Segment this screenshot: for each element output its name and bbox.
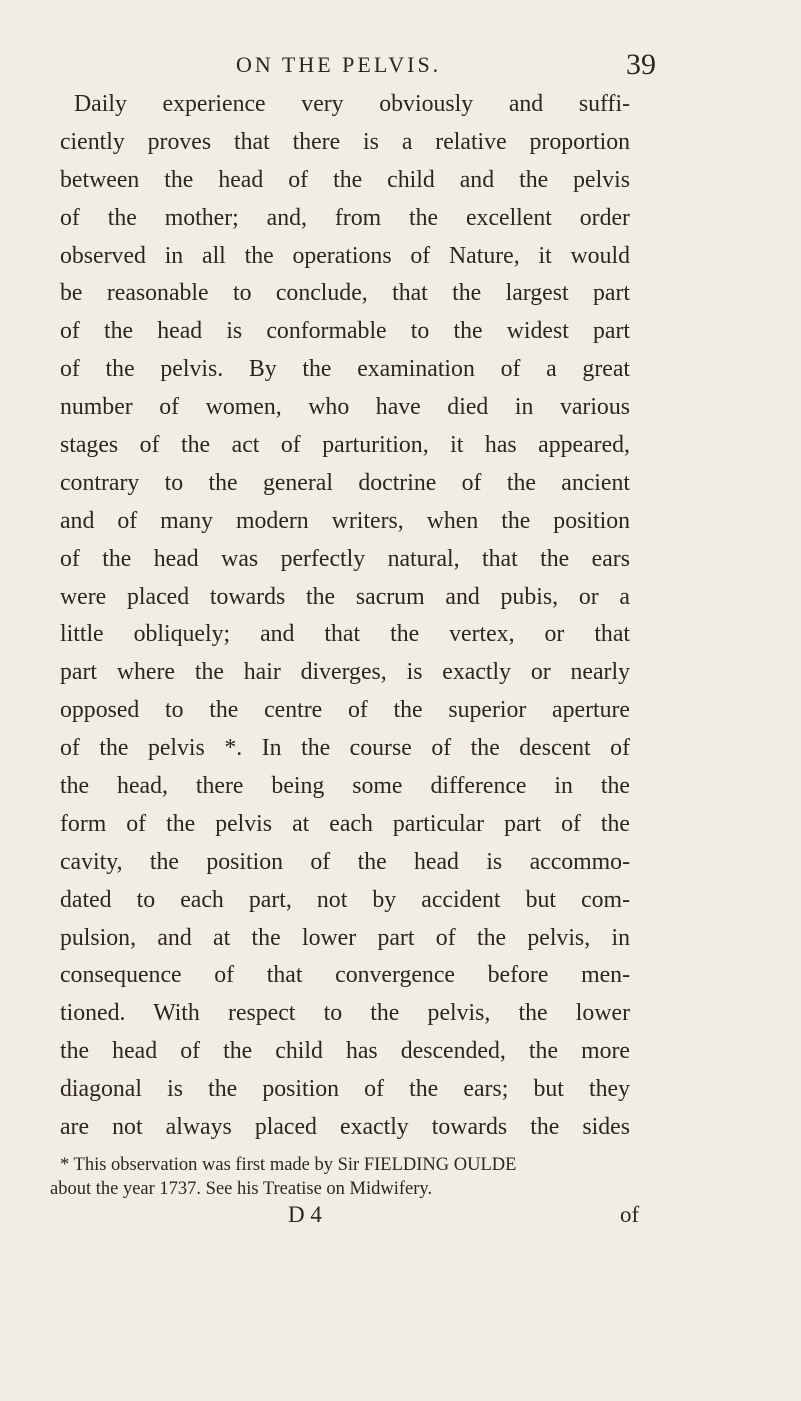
text-line: consequence of that convergence before men- — [60, 962, 630, 989]
body-text — [60, 86, 630, 1147]
text-line: of the pelvis *. In the course of the descent of — [60, 735, 630, 762]
text-line: of the pelvis. By the examination of a great — [60, 356, 630, 383]
footnote-line: about the year 1737. See his Treatise on Midwifery. — [50, 1179, 433, 1199]
text-line: between the head of the child and the pelvis — [60, 166, 630, 193]
text-line: of the head was perfectly natural, that the ears — [60, 545, 630, 572]
text-line: of the mother; and, from the excellent order — [60, 204, 630, 231]
text-line: dated to each part, not by accident but com- — [60, 886, 630, 913]
catchword: of — [620, 1202, 640, 1227]
text-line: be reasonable to conclude, that the largest part — [60, 280, 630, 307]
text-line: part where the hair diverges, is exactly or nearly — [60, 659, 630, 686]
text-line: were placed towards the sacrum and pubis, or a — [60, 583, 630, 610]
text-line: contrary to the general doctrine of the ancient — [60, 469, 630, 496]
text-line: ciently proves that there is a relative proportion — [60, 128, 630, 155]
running-head — [0, 48, 801, 88]
text-line: are not always placed exactly towards the sides — [60, 1114, 630, 1141]
text-line: tioned. With respect to the pelvis, the lower — [60, 1000, 630, 1027]
text-line: the head of the child has descended, the more — [60, 1038, 630, 1065]
text-line: form of the pelvis at each particular part of the — [60, 810, 630, 837]
page-number: 39 — [626, 48, 656, 81]
text-line: diagonal is the position of the ears; but they — [60, 1076, 630, 1103]
signature-mark: D 4 — [288, 1202, 322, 1227]
text-line: Daily experience very obviously and suffi- — [74, 91, 630, 117]
text-line: of the head is conformable to the widest part — [60, 318, 630, 345]
signature-line — [0, 1202, 801, 1234]
footnote-line: * This observation was first made by Sir FIELDING OULDE — [60, 1155, 517, 1175]
footnote — [50, 1153, 646, 1201]
text-line: pulsion, and at the lower part of the pelvis, in — [60, 924, 630, 951]
text-line: cavity, the position of the head is accommo- — [60, 848, 630, 875]
text-line: number of women, who have died in various — [60, 394, 630, 421]
text-line: stages of the act of parturition, it has appeared, — [60, 432, 630, 459]
text-line: opposed to the centre of the superior aperture — [60, 697, 630, 724]
text-line: little obliquely; and that the vertex, or that — [60, 621, 630, 648]
text-line: the head, there being some difference in the — [60, 773, 630, 800]
text-line: observed in all the operations of Nature, it would — [60, 242, 630, 269]
running-title: ON THE PELVIS. — [236, 52, 442, 77]
text-line: and of many modern writers, when the position — [60, 507, 630, 534]
